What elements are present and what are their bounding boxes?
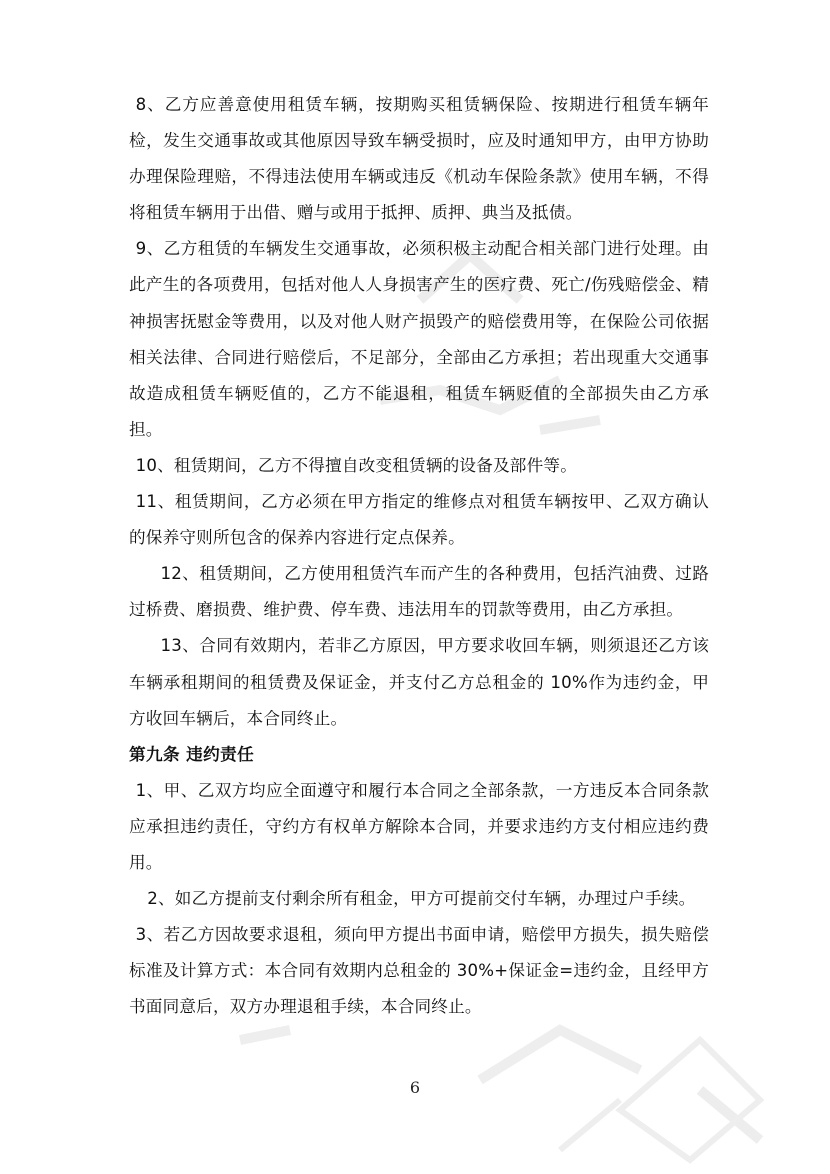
clause-13: 13、合同有效期内，若非乙方原因，甲方要求收回车辆，则须退还乙方该车辆承租期间的租赁费及保证金，并支付乙方总租金的 10%作为违约金，甲方收回车辆后，本合同终止。	[129, 636, 709, 728]
liability-clause-2: 2、如乙方提前支付剩余所有租金，甲方可提前交付车辆，办理过户手续。	[147, 889, 696, 909]
document-body	[129, 87, 709, 1025]
clause-12: 12、租赁期间，乙方使用租赁汽车而产生的各种费用，包括汽油费、过路过桥费、磨损费、维护费、停车费、违法用车的罚款等费用，由乙方承担。	[129, 564, 709, 620]
clause-11: 11、租赁期间，乙方必须在甲方指定的维修点对租赁车辆按甲、乙双方确认的保养守则所包含的保养内容进行定点保养。	[129, 492, 709, 548]
clause-9: 9、乙方租赁的车辆发生交通事故，必须积极主动配合相关部门进行处理。由此产生的各项费用，包括对他人人身损害产生的医疗费、死亡/伤残赔偿金、精神损害抚慰金等费用，以及对他人财产损毁产的赔偿费用等，在保险公司依据相关法律、合同进行赔偿后，不足部分，全部由乙方承担；若出现重大交通事故造成租赁车辆贬值的，乙方不能退租，租赁车辆贬值的全部损失由乙方承担。	[129, 239, 709, 439]
section-heading: 第九条 违约责任	[129, 744, 255, 764]
liability-clause-3: 3、若乙方因故要求退租，须向甲方提出书面申请，赔偿甲方损失，损失赔偿标准及计算方式：本合同有效期内总租金的 30%+保证金=违约金，且经甲方书面同意后，双方办理退租手续，本合同终止。	[129, 925, 709, 1017]
page-number: 6	[409, 1078, 421, 1097]
clause-8: 8、乙方应善意使用租赁车辆，按期购买租赁辆保险、按期进行租赁车辆年检，发生交通事故或其他原因导致车辆受损时，应及时通知甲方，由甲方协助办理保险理赔，不得违法使用车辆或违反《机动车保险条款》使用车辆，不得将租赁车辆用于出借、赠与或用于抵押、质押、典当及抵债。	[129, 95, 709, 223]
clause-10: 10、租赁期间，乙方不得擅自改变租赁辆的设备及部件等。	[135, 455, 577, 475]
liability-clause-1: 1、甲、乙双方均应全面遵守和履行本合同之全部条款，一方违反本合同条款应承担违约责任，守约方有权单方解除本合同，并要求违约方支付相应违约费用。	[129, 780, 709, 872]
